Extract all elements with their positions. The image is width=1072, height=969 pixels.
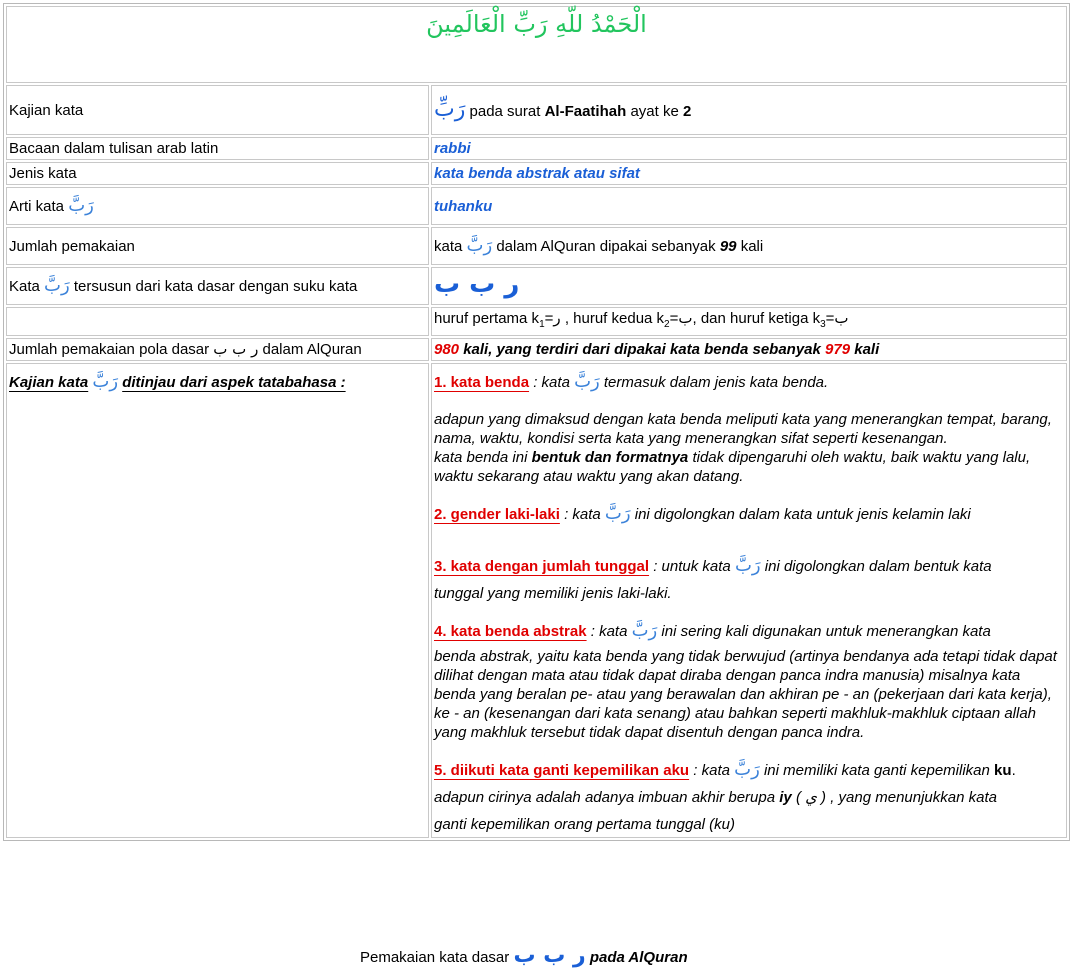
huruf-3-letter: ب <box>834 309 849 327</box>
pola-value <box>431 338 1067 361</box>
section-5-p1-iy: iy <box>779 789 792 806</box>
arti-word-arabic: رَبَّ <box>68 195 94 216</box>
section-5-p1-post: , yang menunjukkan kata <box>830 789 997 806</box>
jumlah-word-arabic: رَبَّ <box>466 235 493 256</box>
row-tersusun <box>6 267 1067 305</box>
surah-name: Al-Faatihah <box>544 102 627 120</box>
jenis-label: Jenis kata <box>6 162 429 185</box>
section-2-title: 2. gender laki-laki <box>434 506 560 523</box>
section-5-ku: ku <box>994 762 1012 779</box>
section-5-p1-pre: adapun cirinya adalah adanya imbuan akhir berupa <box>434 789 776 806</box>
section-5-p1-letter: ( ي ) <box>795 789 827 806</box>
grammar-label <box>6 363 429 838</box>
section-5-title: 5. diikuti kata ganti kepemilikan aku <box>434 762 690 779</box>
section-5-pre: : kata <box>693 762 730 779</box>
section-4-arabic: رَبَّ <box>631 620 658 641</box>
jenis-value: kata benda abstrak atau sifat <box>431 162 1067 185</box>
row-jumlah <box>6 227 1067 265</box>
section-4-pre: : kata <box>590 623 628 640</box>
title-cell <box>6 6 1067 83</box>
row-kajian <box>6 85 1067 135</box>
kajian-label: Kajian kata <box>6 85 429 135</box>
section-3-pre: : untuk kata <box>653 558 731 575</box>
arti-label <box>6 187 429 225</box>
pola-mid: kali, yang terdiri dari dipakai kata benda sebanyak <box>463 341 821 358</box>
tersusun-word-arabic: رَبَّ <box>44 275 70 296</box>
jumlah-label: Jumlah pemakaian <box>6 227 429 265</box>
title-arabic: الْحَمْدُ للّهِ رَبِّ الْعَالَمِينَ <box>426 10 647 38</box>
grammar-label-pre: Kajian kata <box>9 374 89 391</box>
section-1 <box>434 372 1064 392</box>
section-1-post: termasuk dalam jenis kata benda. <box>603 374 829 391</box>
section-2-post: ini digolongkan dalam kata untuk jenis kelamin laki <box>634 506 971 523</box>
footer-post: pada AlQuran <box>589 949 688 966</box>
pola-pre: Jumlah pemakaian pola dasar <box>9 341 210 358</box>
row-arti <box>6 187 1067 225</box>
grammar-word-arabic: رَبَّ <box>92 371 119 392</box>
huruf-value: huruf pertama $k_1=ر$ , huruf kedua $k_2=ب$, dan huruf ketiga $k_3=ب$ <box>431 307 1067 336</box>
row-pola <box>6 338 1067 361</box>
word-study-table <box>3 3 1070 841</box>
bacaan-value: rabbi <box>431 137 1067 160</box>
row-bacaan <box>6 137 1067 160</box>
row-huruf <box>6 307 1067 336</box>
section-1-title: 1. kata benda <box>434 374 530 391</box>
tersusun-post: tersusun dari kata dasar dengan suku kata <box>73 278 358 295</box>
section-3-post: ini digolongkan dalam bentuk kata <box>764 558 992 575</box>
section-4-para-1: benda abstrak, yaitu kata benda yang tidak berwujud (artinya bendanya ada tetapi tidak dapat dilihat dengan mata atau tidak dapat diraba dengan panca indra manusia) misalnya kata benda yang beralan pe- atau yang berawalan dan akhiran pe - an (pekerjaan dari kata kerja), ke - an (kesenangan dari kata senang) atau bahkan seperti makhluk-makhluk ciptaan allah yang makhluk tersebut tidak dapat disentuh dengan panca indra. <box>434 648 1057 741</box>
ayat-number: 2 <box>682 102 692 120</box>
section-1-para-1: adapun yang dimaksud dengan kata benda meliputi kata yang menerangkan tempat, barang, nama, waktu, kondisi serta kata yang menerangkan sifat seperti kesenangan. <box>434 411 1052 447</box>
row-jenis <box>6 162 1067 185</box>
grammar-content <box>431 363 1067 838</box>
root-letters: ر ب ب <box>434 269 520 299</box>
section-1-arabic: رَبَّ <box>574 371 600 392</box>
jumlah-post: kali <box>740 238 764 255</box>
section-4-title: 4. kata benda abstrak <box>434 623 587 640</box>
huruf-1-pre: huruf pertama k <box>434 310 540 327</box>
section-1-pre: : kata <box>533 374 570 391</box>
tersusun-label <box>6 267 429 305</box>
pola-noun-count: 979 <box>825 341 851 358</box>
arti-label-text: Arti kata <box>9 198 65 215</box>
section-3-arabic: رَبَّ <box>734 555 761 576</box>
bacaan-label: Bacaan dalam tulisan arab latin <box>6 137 429 160</box>
section-5-post: ini memiliki kata ganti kepemilikan <box>763 762 990 779</box>
pola-post-text: kali <box>854 341 880 358</box>
jumlah-value <box>431 227 1067 265</box>
footer-pre: Pemakaian kata dasar <box>360 949 510 966</box>
huruf-2-letter: ب <box>678 309 693 327</box>
section-5-para-1 <box>434 788 1064 807</box>
pola-post: dalam AlQuran <box>262 341 362 358</box>
word-arabic: رَبِّ <box>434 96 466 122</box>
section-3-para-1: tunggal yang memiliki jenis laki-laki. <box>434 585 672 602</box>
root-letters-cell <box>431 267 1067 305</box>
title-row <box>6 6 1067 83</box>
section-3-title: 3. kata dengan jumlah tunggal <box>434 558 650 575</box>
jumlah-pre: kata <box>434 238 463 255</box>
jumlah-mid: dalam AlQuran dipakai sebanyak <box>496 238 716 255</box>
huruf-empty <box>6 307 429 336</box>
section-1-p2-bold: bentuk dan formatnya <box>531 449 689 466</box>
section-2-arabic: رَبَّ <box>604 503 631 524</box>
section-2 <box>434 504 1064 524</box>
section-1-p2-post: tidak dipengaruhi oleh waktu, baik waktu yang lalu, waktu sekarang atau waktu yang akan datang. <box>434 449 1031 485</box>
arti-value: tuhanku <box>431 187 1067 225</box>
ayat-label: ayat ke <box>630 102 679 120</box>
section-4-post: ini sering kali digunakan untuk menerangkan kata <box>661 623 991 640</box>
huruf-2-pre: , huruf kedua k <box>564 310 665 327</box>
section-2-pre: : kata <box>564 506 601 523</box>
footer-caption <box>360 943 688 968</box>
footer-letters: ر ب ب <box>513 943 586 968</box>
pola-count: 980 <box>434 341 460 358</box>
pola-letters: ر ب ب <box>213 340 259 358</box>
section-4 <box>434 621 1064 641</box>
row-grammar <box>6 363 1067 838</box>
kajian-value <box>431 85 1067 135</box>
jumlah-count: 99 <box>719 238 737 255</box>
tersusun-pre: Kata <box>9 278 40 295</box>
section-1-para-2 <box>434 448 1064 486</box>
huruf-3-pre: , dan huruf ketiga k <box>692 310 821 327</box>
section-3 <box>434 556 1064 576</box>
section-5-arabic: رَبَّ <box>734 759 760 780</box>
kajian-prefix: pada surat <box>469 102 541 120</box>
pola-label <box>6 338 429 361</box>
grammar-label-post: ditinjau dari aspek tatabahasa : <box>122 374 346 391</box>
section-5: 5. diikuti kata ganti kepemilikan aku : kata رَبَّ ini memiliki kata ganti kepemilikan ku. <box>434 759 1016 780</box>
section-5-para-2: ganti kepemilikan orang pertama tunggal (ku) <box>434 816 736 833</box>
section-1-p2-pre: kata benda ini <box>434 449 528 466</box>
huruf-1-letter: ر <box>553 309 561 327</box>
